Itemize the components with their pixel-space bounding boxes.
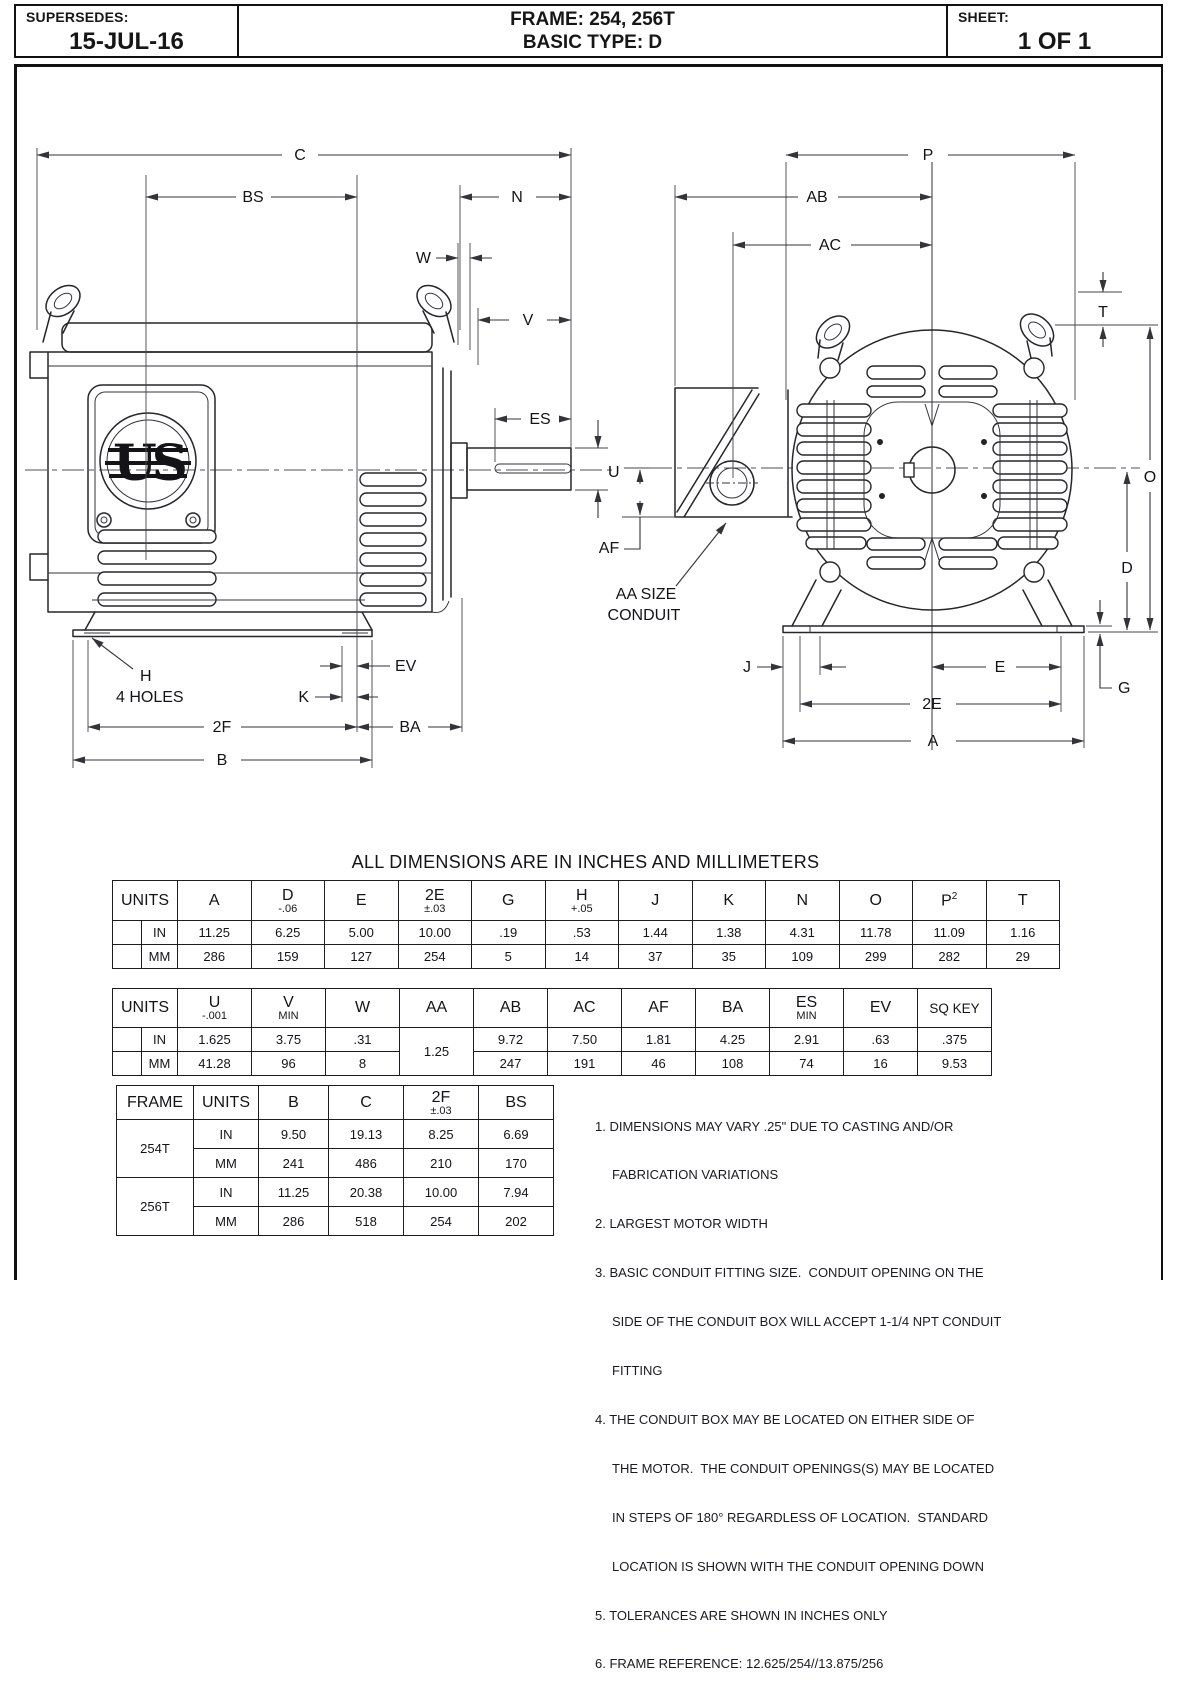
col-b: B [259,1086,329,1120]
cell: 96 [252,1052,326,1076]
cell: 241 [259,1149,329,1178]
dim-label-p: P [922,147,934,164]
cell: 170 [479,1149,554,1178]
note-line: THE MOTOR. THE CONDUIT OPENINGS(S) MAY BE LOCATED [612,1460,995,1476]
cell: 518 [329,1207,404,1236]
end-bell [443,368,451,600]
col-2f: 2F ±.03 [404,1086,479,1120]
cell: 299 [839,945,913,969]
mm-label: MM [142,1052,178,1076]
col-g: G [472,881,546,921]
inches-row [113,1028,992,1052]
tables-title: ALL DIMENSIONS ARE IN INCHES AND MILLIMETERS [351,852,820,872]
col-j: J [619,881,693,921]
sheet-value: 1 OF 1 [1017,28,1092,55]
dim-label-t: T [1098,304,1108,321]
cell: 127 [325,945,399,969]
cell: 1.16 [986,921,1060,945]
in-label: IN [142,1028,178,1052]
dim-label-k: K [298,689,309,706]
col-es: ES MIN [770,989,844,1028]
col-w: W [326,989,400,1028]
col-ev: EV [844,989,918,1028]
cell: 1.38 [692,921,766,945]
cell: 9.53 [918,1052,992,1076]
millimeters-row [113,1052,992,1076]
cell: 37 [619,945,693,969]
col-frame: FRAME [117,1086,194,1120]
cell: .31 [326,1028,400,1052]
note-line: 6. FRAME REFERENCE: 12.625/254//13.875/256 [595,1656,884,1672]
foot-brackets [85,612,372,630]
cell: 286 [259,1207,329,1236]
conduit-box [675,388,792,517]
note-line: 4. THE CONDUIT BOX MAY BE LOCATED ON EITHER SIDE OF [595,1411,975,1427]
note-line: IN STEPS OF 180° REGARDLESS OF LOCATION. STANDARD [612,1509,989,1525]
cell: 6.25 [251,921,325,945]
col-d: D -.06 [251,881,325,921]
cell: 191 [548,1052,622,1076]
dimensions-table-main [112,880,1060,969]
cell: 6.69 [479,1120,554,1149]
cell: 35 [692,945,766,969]
col-aa: AA [400,989,474,1028]
base-plate [73,630,372,637]
cell: 11.09 [913,921,987,945]
end-view-dimensions [599,147,1158,750]
dim-label-2f: 2F [212,719,232,736]
cell: 109 [766,945,840,969]
col-a: A [178,881,252,921]
sheet-label: SHEET: [958,9,1009,25]
cell: .375 [918,1028,992,1052]
col-v: V MIN [252,989,326,1028]
side-view [25,279,612,636]
cell: 3.75 [252,1028,326,1052]
col-ab: AB [474,989,548,1028]
notes-block [595,1086,1001,1705]
col-af: AF [622,989,696,1028]
cell: 20.38 [329,1178,404,1207]
col-e: E [325,881,399,921]
dim-label-bs: BS [242,189,264,206]
cell: 159 [251,945,325,969]
supersedes-date: 15-JUL-16 [69,28,184,55]
frame-table [116,1085,554,1236]
dim-label-u: U [608,464,620,481]
col-t: T [986,881,1060,921]
shaft-keyway [495,464,571,473]
us-logo-text: US [113,433,183,492]
cell: 5.00 [325,921,399,945]
keyway-notch [904,463,914,477]
cell: 282 [913,945,987,969]
end-view [650,162,1140,750]
mm-label: MM [194,1207,259,1236]
dim-label-d: D [1121,560,1133,577]
col-n: N [766,881,840,921]
cell: 108 [696,1052,770,1076]
drain-plugs [30,352,48,580]
col-ba: BA [696,989,770,1028]
col-k: K [692,881,766,921]
note-line: FITTING [612,1363,663,1379]
cell: 10.00 [404,1178,479,1207]
col-sqkey: SQ KEY [918,989,992,1028]
col-c: C [329,1086,404,1120]
inches-row [113,921,1060,945]
cell: 1.44 [619,921,693,945]
col-u: U -.001 [178,989,252,1028]
end-bell-foot [432,601,449,613]
dim-note-4holes: 4 HOLES [116,689,184,706]
dim-note-aa-size: AA SIZE [615,586,677,603]
dim-label-h: H [140,668,152,685]
dim-label-j: J [743,659,751,676]
lifting-eyebolt-left [40,279,86,342]
col-units: UNITS [194,1086,259,1120]
eyebolt-left [810,310,856,360]
cell: 14 [545,945,619,969]
cell: .63 [844,1028,918,1052]
frame-254t: 254T [117,1120,194,1178]
dim-label-a: A [927,733,939,750]
dim-label-ac: AC [818,237,842,254]
eyebolt-right [1014,308,1060,358]
cell: 202 [479,1207,554,1236]
note-line: 1. DIMENSIONS MAY VARY .25" DUE TO CASTING AND/OR [595,1118,954,1134]
shaft [467,448,571,490]
dim-label-g: G [1118,680,1131,697]
cell: 486 [329,1149,404,1178]
note-line: SIDE OF THE CONDUIT BOX WILL ACCEPT 1-1/4 NPT CONDUIT [612,1314,1002,1330]
millimeters-row [113,945,1060,969]
dim-label-es: ES [529,411,551,428]
cell: 9.72 [474,1028,548,1052]
supersedes-label: SUPERSEDES: [26,9,129,25]
col-p: $P^2$ [913,881,987,921]
dim-label-ev: EV [395,658,417,675]
note-line: FABRICATION VARIATIONS [612,1167,779,1183]
cell: 8.25 [404,1120,479,1149]
dim-label-b: B [216,752,228,769]
cell: 247 [474,1052,548,1076]
note-line: LOCATION IS SHOWN WITH THE CONDUIT OPENING DOWN [612,1558,984,1574]
basic-type-line: BASIC TYPE: D [522,32,663,53]
col-ac: AC [548,989,622,1028]
cell: 1.81 [622,1028,696,1052]
dim-label-w: W [415,250,431,267]
cell-aa-merged: 1.25 [400,1028,474,1076]
note-line: 2. LARGEST MOTOR WIDTH [595,1216,768,1232]
dim-label-af: AF [598,540,620,557]
cell: 4.31 [766,921,840,945]
cell: 11.25 [178,921,252,945]
cell: 8 [326,1052,400,1076]
cell: 254 [404,1207,479,1236]
in-label: IN [194,1120,259,1149]
cell: 10.00 [398,921,472,945]
cell: 11.25 [259,1178,329,1207]
table-header-row [113,989,992,1028]
mm-label: MM [142,945,178,969]
frame-256t: 256T [117,1178,194,1236]
cell: 9.50 [259,1120,329,1149]
frame-254t-in-row [117,1120,554,1149]
cell: 11.78 [839,921,913,945]
cell: 29 [986,945,1060,969]
col-o: O [839,881,913,921]
cell: 254 [398,945,472,969]
cell: 2.91 [770,1028,844,1052]
frame-256t-in-row [117,1178,554,1207]
cell: 19.13 [329,1120,404,1149]
vent-louvres [98,473,426,606]
col-units: UNITS [113,989,178,1028]
col-h: H +.05 [545,881,619,921]
table-header-row [117,1086,554,1120]
cell: 210 [404,1149,479,1178]
cell: 41.28 [178,1052,252,1076]
dim-label-o: O [1143,469,1157,486]
mm-label: MM [194,1149,259,1178]
dim-label-ba: BA [399,719,421,736]
col-bs: BS [479,1086,554,1120]
us-motors-logo-badge [88,385,215,543]
table-header-row [113,881,1060,921]
col-units: UNITS [113,881,178,921]
in-label: IN [194,1178,259,1207]
dim-label-v: V [522,312,534,329]
note-line: 3. BASIC CONDUIT FITTING SIZE. CONDUIT OPENING ON THE [595,1265,984,1281]
shaft-shoulder [451,443,467,498]
dim-note-aa-conduit: CONDUIT [607,607,681,624]
frame-line: FRAME: 254, 256T [510,9,675,30]
cell: 7.50 [548,1028,622,1052]
cell: 16 [844,1052,918,1076]
cell: 5 [472,945,546,969]
lifting-eyebolt-right [411,279,457,342]
cell: 286 [178,945,252,969]
cell: 74 [770,1052,844,1076]
cell: .19 [472,921,546,945]
dim-label-ab: AB [806,189,828,206]
dimensions-table-secondary [112,988,992,1076]
end-view-feet [783,580,1084,633]
dim-label-2e: 2E [922,696,942,713]
note-line: 5. TOLERANCES ARE SHOWN IN INCHES ONLY [595,1607,888,1623]
dim-label-n: N [511,189,523,206]
dim-label-e: E [994,659,1006,676]
col-2e: 2E ±.03 [398,881,472,921]
cell: 4.25 [696,1028,770,1052]
cell: .53 [545,921,619,945]
in-label: IN [142,921,178,945]
cell: 46 [622,1052,696,1076]
cell: 7.94 [479,1178,554,1207]
motor-top-cap [62,323,432,352]
dim-label-c: C [294,147,306,164]
cell: 1.625 [178,1028,252,1052]
